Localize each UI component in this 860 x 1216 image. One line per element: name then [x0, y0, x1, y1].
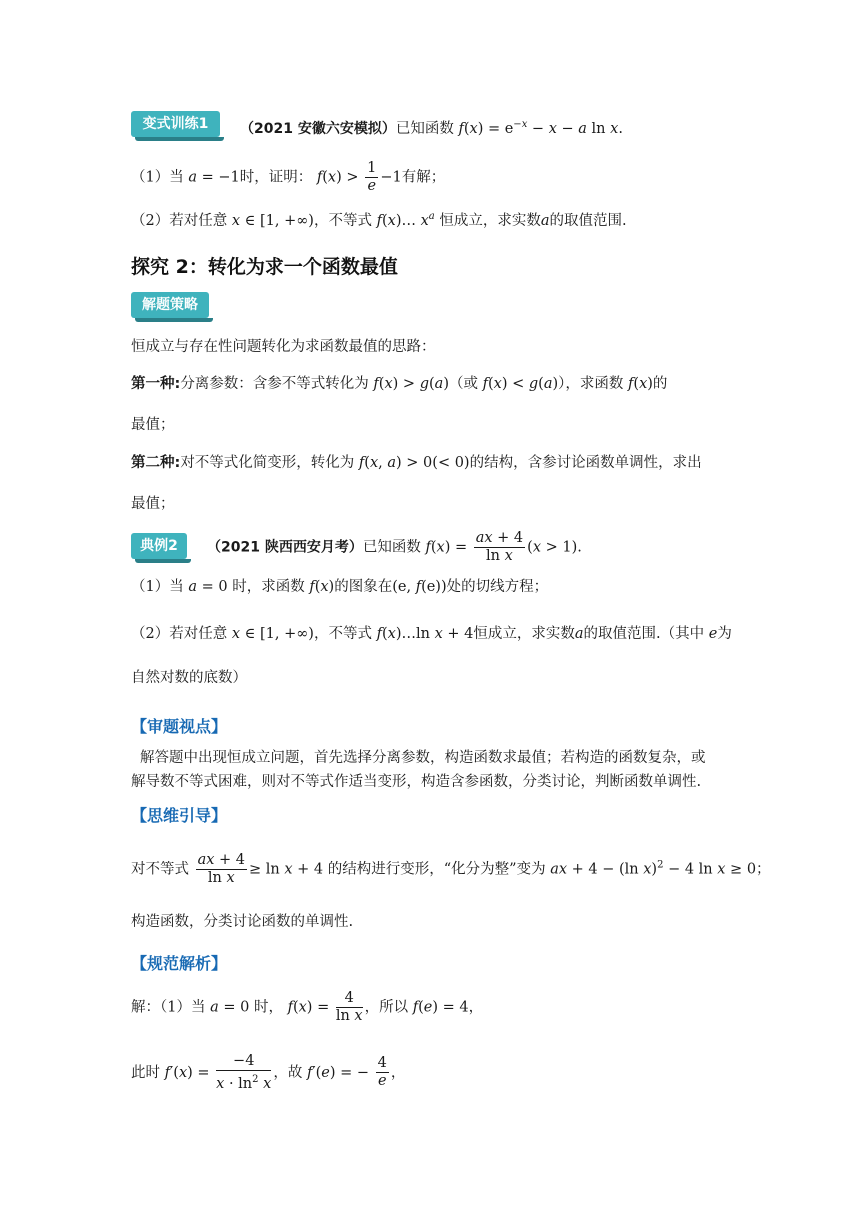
strategy-badge-label: 解题策略 — [142, 297, 198, 313]
exercise-q1-suffix: 有解； — [401, 169, 446, 186]
strategy-way1-close: ），求函数 — [558, 376, 624, 392]
example-q2-suffix: 恒成立，求实数 — [473, 626, 575, 642]
exercise-q1-prefix: （1）当 — [131, 169, 184, 186]
example-q1: （1）当 a = 0 时，求函数 f(x)的图象在(e, f(e))处的切线方程； — [131, 579, 549, 595]
exercise-q2-prefix: （2）若对任意 — [131, 212, 228, 229]
strategy-way1-end: 的 — [652, 376, 668, 392]
strategy-way2-text: 对不等式化简变形，转化为 — [180, 455, 355, 471]
solution-line1-end: ， — [468, 999, 484, 1016]
solution-line1-mid2: ，所以 — [364, 999, 409, 1016]
example-q2: （2）若对任意 x ∈ [1, +∞)，不等式 f(x)…ln x + 4恒成立，求实数a的取值范围.（其中 e为 — [131, 626, 732, 642]
guide-prefix: 对不等式 — [131, 861, 189, 878]
solution-line2-end: ， — [390, 1064, 406, 1081]
example-q1-prefix: （1）当 — [131, 579, 184, 595]
example-q1-end: 处的切线方程； — [446, 579, 549, 595]
solution-line1: 解：（1）当 a = 0 时， f(x) = $\frac{4}{\text{ln x}}$ ，所以 f(e) = 4， — [131, 990, 484, 1024]
example-q2-end2: 为 — [717, 626, 732, 642]
strategy-way1-label: 第一种: — [131, 376, 181, 392]
guide-mid: 的结构进行变形，“化分为整”变为 — [327, 861, 546, 878]
strategy-way2-label: 第二种: — [131, 455, 181, 471]
exercise-intro: 已知函数 — [395, 120, 454, 137]
fraction-4-over-e: $\frac{4}{e}$ — [377, 1055, 387, 1090]
guide-heading: 【思维引导】 — [131, 806, 228, 825]
example-q1-mid2: 的图象在 — [334, 579, 393, 595]
exercise-q2-suffix: 恒成立，求实数 — [439, 212, 541, 229]
solution-line2: 此时 f′(x) = $\frac{-4}{x \cdot \ln^2 x}$ ，故 f′(e) = − $\frac{4}{e}$ ， — [131, 1053, 406, 1092]
solution-heading: 【规范解析】 — [131, 954, 228, 973]
fraction-1-over-e: $\frac{1}{e}$ — [367, 160, 377, 194]
example-intro-line: （2021 陕西西安月考）已知函数 f(x) = $\frac{ax + 4}{\text{ln x}}$ (x > 1). — [207, 530, 582, 564]
exercise-q2-end: 的取值范围. — [549, 212, 627, 229]
section-title: 探究 2：转化为求一个函数最值 — [131, 256, 398, 278]
strategy-way1: 第一种:分离参数：含参不等式转化为 f(x) > g(a)（或 f(x) < g(a)），求函数 f(x)的 — [131, 376, 668, 392]
example-badge-label: 典例2 — [140, 538, 178, 554]
viewpoint-heading: 【审题视点】 — [131, 717, 228, 736]
example-intro: 已知函数 — [362, 539, 421, 556]
badge-shadow — [135, 137, 224, 141]
strategy-way2-mid: 的结构，含参讨论函数单调性，求出 — [469, 455, 702, 471]
exercise-q2-mid: ，不等式 — [313, 212, 372, 229]
strategy-way1-text: 分离参数：含参不等式转化为 — [180, 376, 369, 392]
solution-line2-mid: ，故 — [273, 1064, 303, 1081]
strategy-way1-or: （或 — [448, 376, 478, 392]
example-q1-mid: 时，求函数 — [232, 579, 305, 595]
example-q2-prefix: （2）若对任意 — [131, 626, 228, 642]
guide-line2: 构造函数，分类讨论函数的单调性. — [131, 914, 354, 930]
exercise-function: $f(x) = e^{-x} - x - a$ ln x. — [458, 119, 623, 137]
badge-shadow — [135, 318, 213, 322]
badge-shadow — [135, 559, 191, 563]
viewpoint-line1: 解答题中出现恒成立问题，首先选择分离参数，构造函数求最值；若构造的函数复杂，或 — [140, 750, 706, 766]
example-q2-line2: 自然对数的底数） — [131, 670, 247, 686]
strategy-badge — [131, 292, 209, 318]
exercise-badge — [131, 111, 220, 137]
solution-line1-prefix: 解：（1）当 — [131, 999, 206, 1016]
fraction-4-over-lnx: $\frac{4}{\text{ln x}}$ — [335, 990, 363, 1024]
exercise-q2: （2）若对任意 x ∈ [1, +∞)，不等式 f(x)… $x^a$ 恒成立，求实数a的取值范围. — [131, 211, 627, 229]
example-q2-mid: ，不等式 — [313, 626, 372, 642]
exercise-intro-line — [240, 115, 623, 139]
fraction-ax4-over-lnx: $\frac{ax + 4}{\text{ln x}}$ — [197, 852, 246, 886]
exercise-q1: （1）当 a = −1时，证明： f(x) > $\frac{1}{e}$ −1有解； — [131, 160, 446, 194]
strategy-intro: 恒成立与存在性问题转化为求函数最值的思路： — [131, 339, 436, 355]
example-source: （2021 陕西西安月考） — [207, 539, 363, 556]
example-badge — [131, 533, 187, 559]
solution-line1-mid: 时， — [253, 999, 283, 1016]
fraction-ax4-over-lnx: $\frac{ax + 4}{\text{ln x}}$ — [475, 530, 524, 564]
viewpoint-line2: 解导数不等式困难，则对不等式作适当变形，构造含参函数，分类讨论，判断函数单调性. — [131, 774, 702, 790]
strategy-way2-line2: 最值； — [131, 496, 175, 512]
guide-line1: 对不等式 $\frac{ax + 4}{\text{ln x}}$ ≥ ln x + 4 的结构进行变形，“化分为整”变为 ax + 4 − (ln x)$^2$ − 4 ln x ≥ 0； — [131, 852, 771, 886]
example-q2-end: 的取值范围.（其中 — [583, 626, 705, 642]
strategy-way2: 第二种:对不等式化简变形，转化为 f(x, a) > 0(< 0)的结构，含参讨论函数单调性，求出 — [131, 455, 702, 471]
exercise-badge-label: 变式训练1 — [142, 116, 209, 132]
exercise-source: （2021 安徽六安模拟） — [240, 120, 396, 137]
exercise-q1-mid: 时，证明： — [239, 169, 313, 186]
solution-line2-prefix: 此时 — [131, 1064, 160, 1081]
strategy-way1-line2: 最值； — [131, 417, 175, 433]
fraction-derivative: $\frac{-4}{x \cdot \ln^2 x}$ — [216, 1053, 272, 1092]
